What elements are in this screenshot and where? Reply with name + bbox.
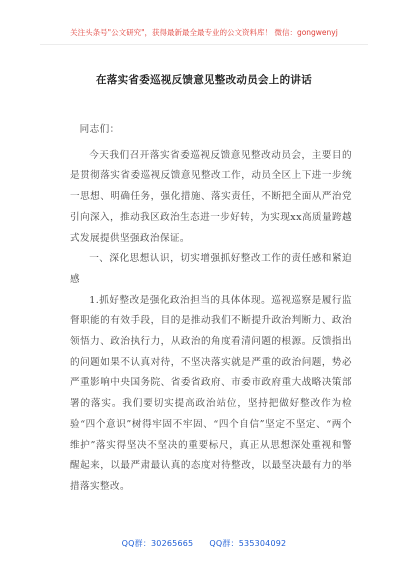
document-body xyxy=(70,120,352,498)
header-divider xyxy=(40,44,368,45)
salutation: 同志们： xyxy=(79,124,120,135)
footer-qq-groups xyxy=(0,538,408,549)
qq-group-2: QQ群：535304092 xyxy=(209,539,287,548)
paragraph-point-1: 1.抓好整改是强化政治担当的具体体现。巡视巡察是履行监督职能的有效手段，目的是推动我们不断提升政治判断力、政治领悟力、政治执行力，从政治的角度看清问题的根源。反馈指出的问题如果不认真对待，不坚决落实就是严重的政治问题，势必严重影响中央国务院、省委省政府、市委市政府重大战略决策部署的落实。我们要切实提高政治站位，坚持把做好整改作为检验“四个意识”树得牢固不牢固、“四个自信”坚定不坚定、“两个维护”落实得坚决不坚决的重要标尺，真正从思想深处重视和警醒起来，以最严肃最认真的态度对待整改，以最坚决最有力的举措落实整改。 xyxy=(70,294,352,492)
document-title: 在落实省委巡视反馈意见整改动员会上的讲话 xyxy=(96,74,312,86)
section-heading: 一、深化思想认识，切实增强抓好整改工作的责任感和紧迫感 xyxy=(70,253,352,285)
header-promo-text: 关注头条号"公文研究"，获得最新最全最专业的公文资料库！ 微信：gongwenyj xyxy=(70,28,338,37)
qq-group-1: QQ群：30265665 xyxy=(121,539,194,548)
paragraph-intro: 今天我们召开落实省委巡视反馈意见整改动员会，主要目的是贯彻落实省委巡视反馈意见整改工作，动员全区上下进一步统一思想、明确任务，强化措施、落实责任，不断把全面从严治党引向深入，推动我区政治生态进一步好转，为实现xx高质量跨越式发展提供坚强政治保证。 xyxy=(70,149,352,244)
